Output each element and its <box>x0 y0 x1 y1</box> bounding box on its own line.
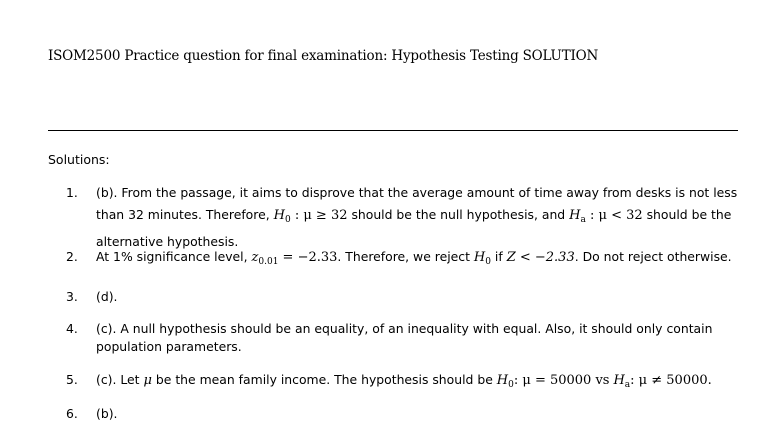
alternative-hypothesis-expression: : μ < 32 <box>585 208 643 223</box>
null-hypothesis-expression: : μ ≥ 32 <box>290 208 348 223</box>
item-text: At 1% significance level, <box>96 249 248 264</box>
item-text: than 32 minutes. Therefore, <box>96 207 270 222</box>
null-hypothesis-symbol: $H_0$ <box>473 250 491 267</box>
item-text: be the mean family income. The hypothesis should be <box>155 372 493 387</box>
item-body <box>96 246 738 273</box>
alternative-hypothesis-expression: : μ ≠ 50000. <box>630 373 712 388</box>
alternative-hypothesis-symbol: $H_a$ <box>613 373 631 390</box>
alternative-hypothesis-symbol: $H_a$ <box>569 208 586 225</box>
solution-item-4 <box>66 320 738 356</box>
solution-item-1 <box>66 182 738 253</box>
item-text: if <box>494 249 503 264</box>
item-line <box>96 204 738 231</box>
rejection-condition: Z < −2.33 <box>506 250 575 265</box>
item-number: 1. <box>66 185 78 200</box>
null-hypothesis-symbol: $H_0$ <box>496 373 514 390</box>
item-text: should be the null hypothesis, and <box>351 207 566 222</box>
item-text: should be the <box>646 207 732 222</box>
item-line: (c). A null hypothesis should be an equality, of an inequality with equal. Also, it should only contain <box>96 321 713 336</box>
horizontal-rule <box>48 130 738 131</box>
null-hypothesis-symbol: $H_0$ <box>273 208 291 225</box>
mean-symbol: μ <box>143 373 152 388</box>
critical-value-symbol: $z_{0.01}$ <box>251 250 279 267</box>
critical-value: = −2.33 <box>278 250 338 265</box>
item-number: 2. <box>66 249 78 264</box>
item-number: 3. <box>66 289 78 304</box>
item-line: (b). From the passage, it aims to disprove that the average amount of time away from desks is not less <box>96 185 738 200</box>
item-body: (b). <box>96 406 118 421</box>
item-number: 6. <box>66 406 78 421</box>
item-text: . Therefore, we reject <box>337 249 470 264</box>
section-heading: Solutions: <box>48 152 110 167</box>
solution-item-6 <box>66 403 738 425</box>
document-title: ISOM2500 Practice question for final examination: Hypothesis Testing SOLUTION <box>48 48 599 64</box>
item-body: (d). <box>96 289 118 304</box>
item-line: alternative hypothesis. <box>96 234 239 249</box>
item-text: . Do not reject otherwise. <box>574 249 732 264</box>
solution-item-2 <box>66 246 738 273</box>
item-body <box>96 182 738 253</box>
null-hypothesis-expression: : μ = 50000 vs <box>513 373 610 388</box>
item-number: 4. <box>66 321 78 336</box>
item-body <box>96 320 738 356</box>
solution-item-5 <box>66 369 738 396</box>
item-line: population parameters. <box>96 339 242 354</box>
solution-item-3 <box>66 286 738 308</box>
item-number: 5. <box>66 372 78 387</box>
item-body <box>96 369 738 396</box>
item-text: (c). Let <box>96 372 140 387</box>
